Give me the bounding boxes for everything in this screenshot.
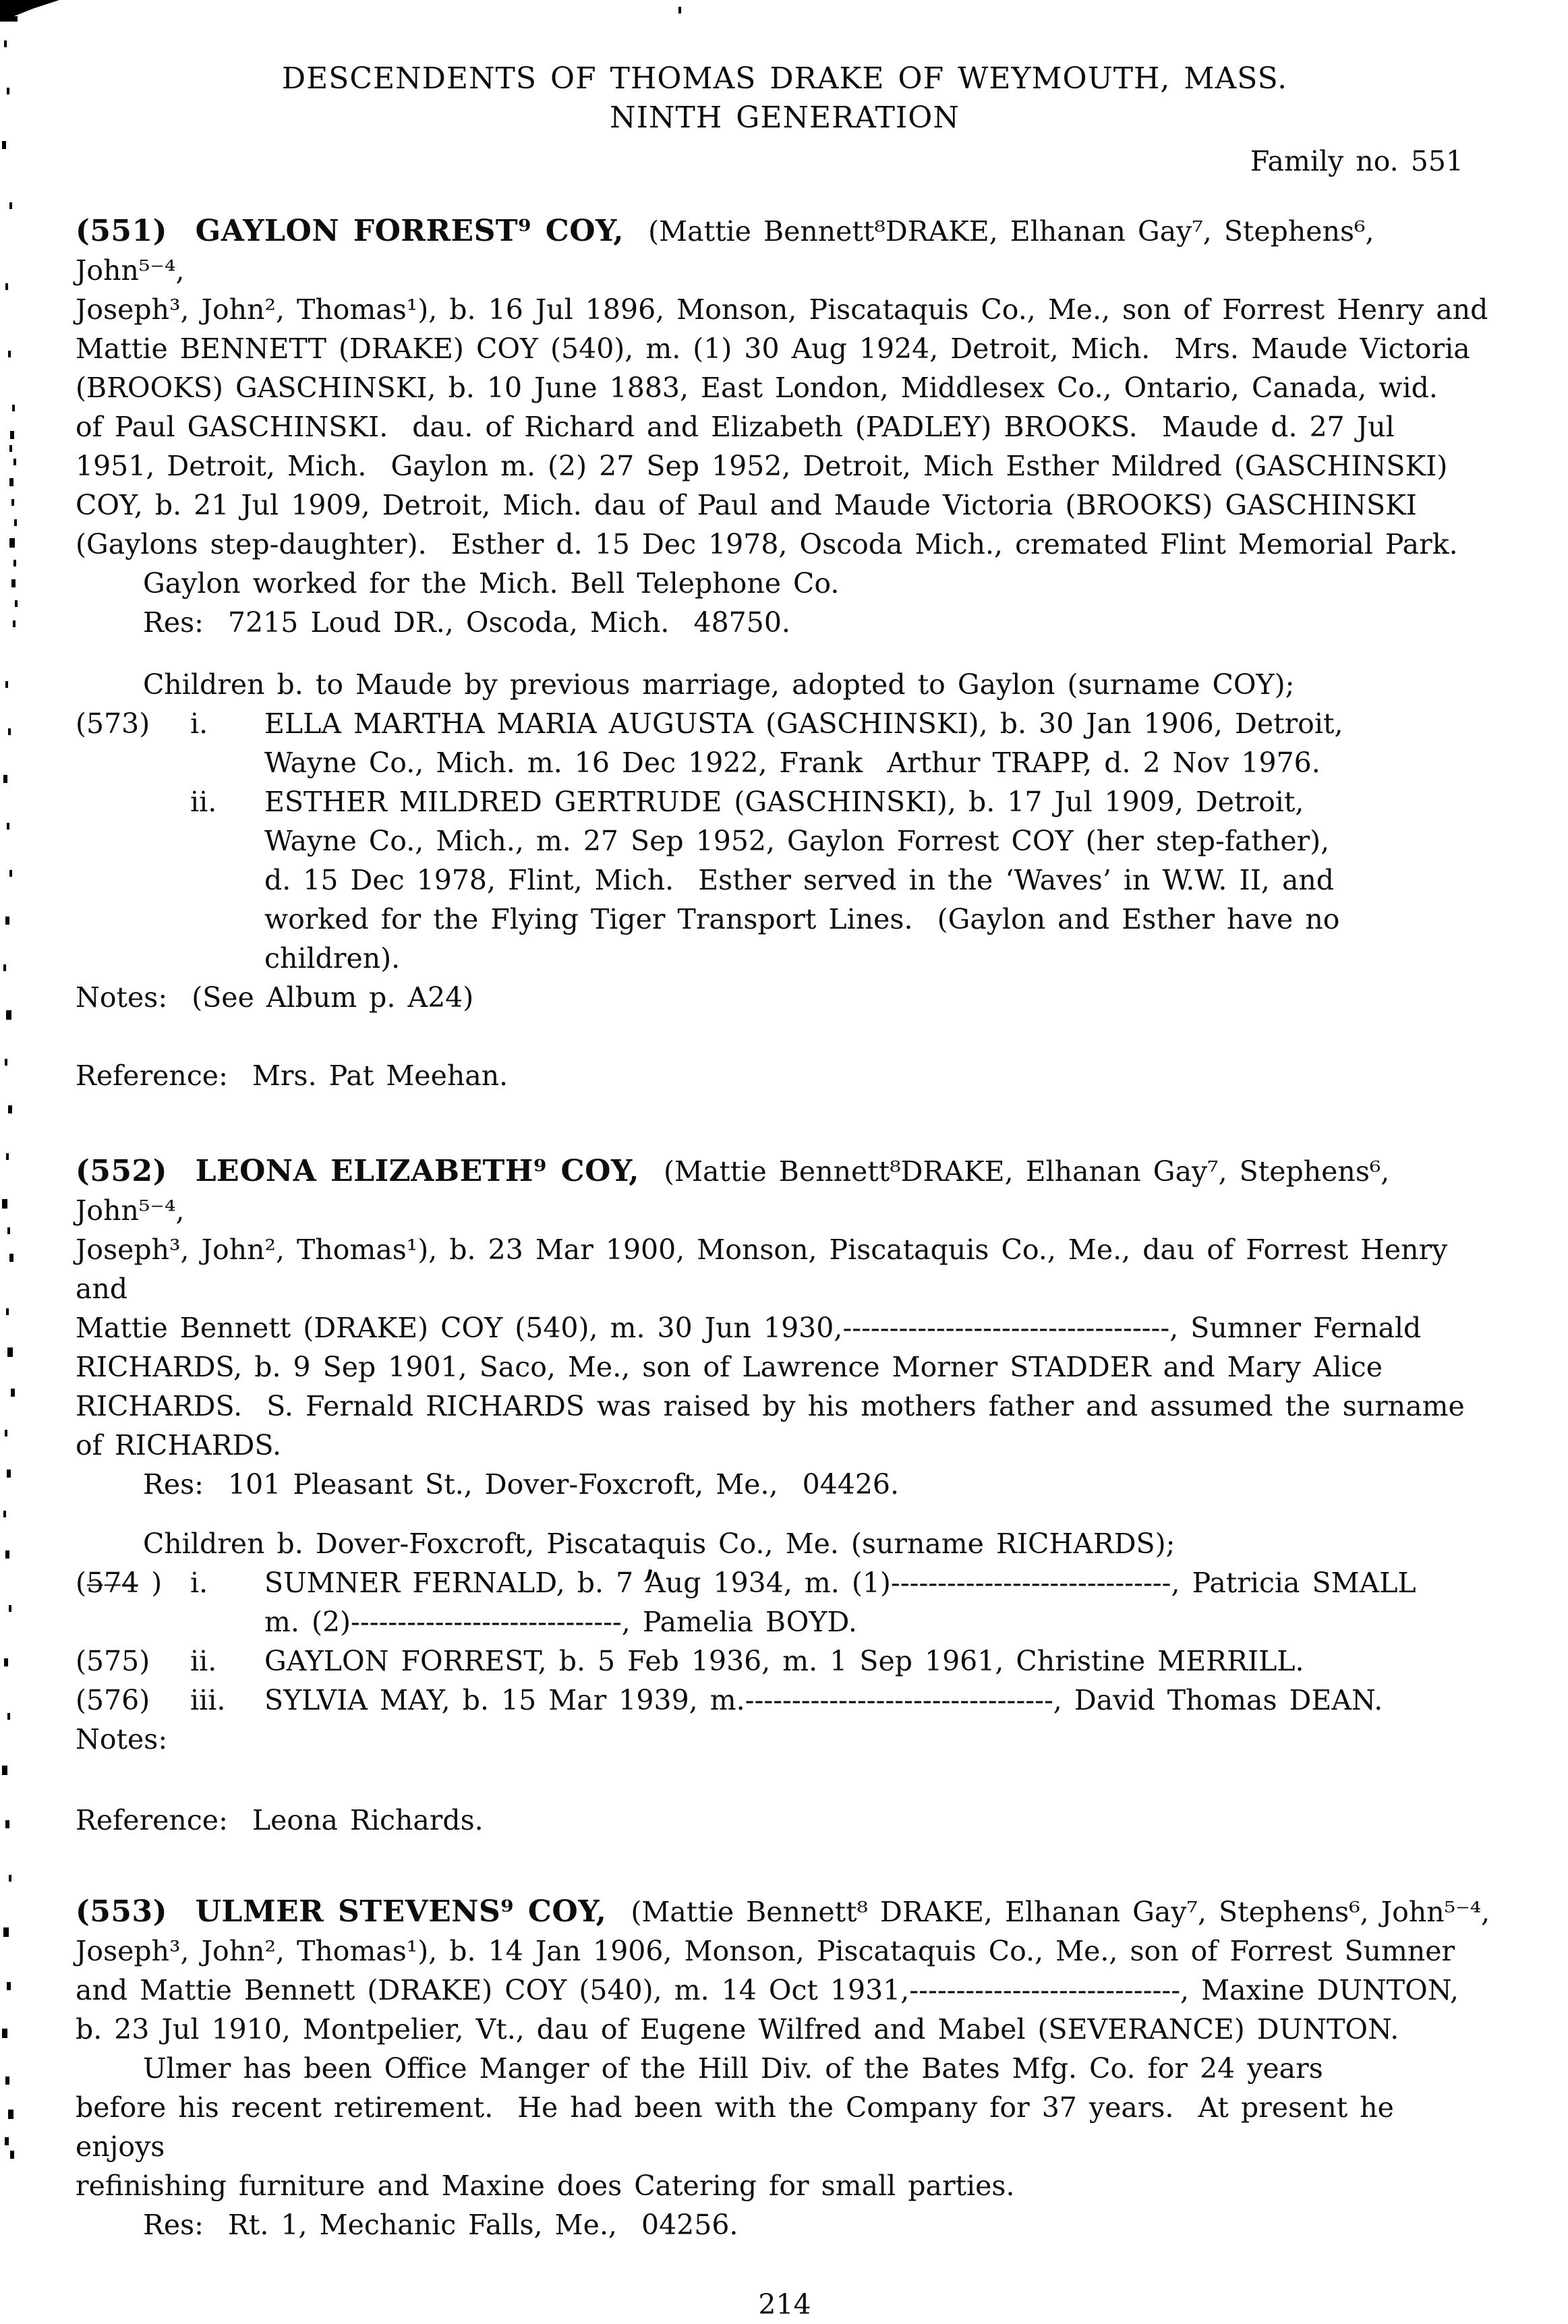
text-line [76, 525, 1494, 564]
text-line [76, 1971, 1494, 2010]
child-number [76, 861, 190, 900]
text-line [76, 1308, 1494, 1347]
notes-line: Notes: [76, 1723, 168, 1755]
child-number: (5̶7̶4̶ ) [76, 1567, 163, 1599]
child-ordinal [190, 939, 264, 978]
line-text: refinishing furniture and Maxine does Catering for small parties. [76, 2170, 1015, 2202]
text-line [76, 407, 1494, 446]
children-block [76, 665, 1494, 1017]
child-ordinal [190, 821, 264, 861]
child-row [76, 821, 1494, 861]
line-text: Mattie BENNETT (DRAKE) COY (540), m. (1) 30 Aug 1924, Detroit, Mich. Mrs. Maude Victoria [76, 332, 1470, 365]
reference-line: Reference: Leona Richards. [76, 1804, 484, 1836]
line-text: Mattie Bennett (DRAKE) COY (540), m. 30 Jun 1930,-----------------------------------, Sumner Fernald [76, 1312, 1422, 1344]
children-list [76, 1563, 1494, 1720]
child-number [76, 939, 190, 978]
child-text: m. (2)-----------------------------, Pamelia BOYD. [264, 1606, 857, 1638]
child-row [76, 939, 1494, 978]
text-line [143, 564, 1494, 603]
child-row [76, 1563, 1494, 1602]
child-number: (575) [76, 1645, 150, 1677]
child-row [76, 743, 1494, 782]
line-text: 1951, Detroit, Mich. Gaylon m. (2) 27 Sep 1952, Detroit, Mich Esther Mildred (GASCHINSKI) [76, 450, 1448, 482]
line-text: before his recent retirement. He had been with the Company for 37 years. At present he enjoys [76, 2091, 1406, 2163]
children-list [76, 704, 1494, 978]
child-text: d. 15 Dec 1978, Flint, Mich. Esther served in the ‘Waves’ in W.W. II, and [264, 864, 1335, 896]
child-ordinal [190, 900, 264, 939]
child-ordinal: i. [190, 707, 208, 740]
child-row [76, 1602, 1494, 1642]
text-line [76, 1152, 1494, 1230]
children-block [76, 1524, 1494, 1759]
child-row [76, 782, 1494, 821]
child-ordinal [190, 1602, 264, 1642]
line-text: (BROOKS) GASCHINSKI, b. 10 June 1883, East London, Middlesex Co., Ontario, Canada, wid. [76, 372, 1438, 404]
child-text: worked for the Flying Tiger Transport Lines. (Gaylon and Esther have no [264, 903, 1340, 935]
child-number [76, 743, 190, 782]
entry-heading: (553) ULMER STEVENS⁹ COY, [76, 1894, 607, 1929]
text-line [143, 1465, 1494, 1504]
text-line [76, 1347, 1494, 1387]
notes-line: Notes: (See Album p. A24) [76, 981, 474, 1014]
child-number: (576) [76, 1684, 150, 1716]
family-entry-551 [76, 212, 1494, 1095]
line-text: and Mattie Bennett (DRAKE) COY (540), m. 14 Oct 1931,-----------------------------, Maxine DUNTON, [76, 1974, 1459, 2006]
child-text: ESTHER MILDRED GERTRUDE (GASCHINSKI), b. 17 Jul 1909, Detroit, [264, 786, 1304, 818]
children-intro: Children b. to Maude by previous marriage, adopted to Gaylon (surname COY); [143, 668, 1295, 701]
line-text: Ulmer has been Office Manger of the Hill Div. of the Bates Mfg. Co. for 24 years [143, 2052, 1323, 2085]
entry-paragraph [76, 1892, 1494, 2244]
line-text: RICHARDS. S. Fernald RICHARDS was raised by his mothers father and assumed the surname [76, 1390, 1465, 1422]
line-text: of RICHARDS. [76, 1429, 282, 1461]
text-line [143, 2205, 1494, 2244]
text-line [76, 329, 1494, 368]
reference-line: Reference: Mrs. Pat Meehan. [76, 1059, 509, 1092]
family-entry-552 [76, 1152, 1494, 1840]
child-text: children). [264, 942, 401, 975]
line-text: (Mattie Bennett⁸DRAKE, Elhanan Gay⁷, Stephens⁶, John⁵⁻⁴, [76, 215, 1387, 287]
child-text: ELLA MARTHA MARIA AUGUSTA (GASCHINSKI), b. 30 Jan 1906, Detroit, [264, 707, 1343, 740]
line-text: Joseph³, John², Thomas¹), b. 23 Mar 1900, Monson, Piscataquis Co., Me., dau of Forrest Henry and [76, 1233, 1460, 1305]
children-intro: Children b. Dover-Foxcroft, Piscataquis Co., Me. (surname RICHARDS); [143, 1528, 1175, 1560]
child-row [76, 861, 1494, 900]
line-text: RICHARDS, b. 9 Sep 1901, Saco, Me., son of Lawrence Morner STADDER and Mary Alice [76, 1351, 1383, 1383]
child-number [76, 821, 190, 861]
child-text: Wayne Co., Mich., m. 27 Sep 1952, Gaylon Forrest COY (her step-father), [264, 825, 1330, 857]
line-text: COY, b. 21 Jul 1909, Detroit, Mich. dau of Paul and Maude Victoria (BROOKS) GASCHINSKI [76, 489, 1417, 521]
text-line [76, 2088, 1494, 2166]
child-text: Wayne Co., Mich. m. 16 Dec 1922, Frank Arthur TRAPP, d. 2 Nov 1976. [264, 747, 1320, 779]
line-text: Res: 101 Pleasant St., Dover-Foxcroft, Me., 04426. [143, 1468, 900, 1501]
line-text: (Mattie Bennett⁸ DRAKE, Elhanan Gay⁷, Stephens⁶, John⁵⁻⁴, [606, 1896, 1490, 1928]
child-row [76, 900, 1494, 939]
entry-heading: (551) GAYLON FORREST⁹ COY, [76, 214, 625, 248]
text-line [76, 486, 1494, 525]
child-number [76, 900, 190, 939]
child-number [76, 782, 190, 821]
text-line [76, 1892, 1494, 1931]
text-line [143, 2049, 1494, 2088]
line-text: b. 23 Jul 1910, Montpelier, Vt., dau of Eugene Wilfred and Mabel (SEVERANCE) DUNTON. [76, 2013, 1399, 2045]
child-text: SYLVIA MAY, b. 15 Mar 1939, m.---------------------------------, David Thomas DEAN. [264, 1684, 1383, 1716]
entry-paragraph [76, 1152, 1494, 1504]
text-line [76, 2166, 1494, 2205]
text-line [76, 368, 1494, 407]
text-line [76, 446, 1494, 486]
child-ordinal: i. [190, 1567, 208, 1599]
text-line [143, 603, 1494, 642]
child-number: (573) [76, 707, 150, 740]
text-line [76, 1426, 1494, 1465]
line-text: of Paul GASCHINSKI. dau. of Richard and Elizabeth (PADLEY) BROOKS. Maude d. 27 Jul [76, 411, 1395, 443]
line-text: Joseph³, John², Thomas¹), b. 14 Jan 1906, Monson, Piscataquis Co., Me., son of Forrest Sumner [76, 1935, 1455, 1967]
text-line [76, 290, 1494, 329]
child-row [76, 1681, 1494, 1720]
line-text: Res: Rt. 1, Mechanic Falls, Me., 04256. [143, 2209, 738, 2241]
child-ordinal [190, 861, 264, 900]
text-line [76, 2010, 1494, 2049]
generation-subtitle: NINTH GENERATION [610, 100, 960, 135]
child-number [76, 1602, 190, 1642]
line-text: Joseph³, John², Thomas¹), b. 16 Jul 1896, Monson, Piscataquis Co., Me., son of Forrest Henry and [76, 293, 1488, 326]
child-ordinal: ii. [190, 786, 217, 818]
line-text: Res: 7215 Loud DR., Oscoda, Mich. 48750. [143, 606, 790, 639]
child-ordinal: iii. [190, 1684, 226, 1716]
child-text: GAYLON FORREST, b. 5 Feb 1936, m. 1 Sep 1961, Christine MERRILL. [264, 1645, 1304, 1677]
child-ordinal: ii. [190, 1645, 217, 1677]
line-text: (Gaylons step-daughter). Esther d. 15 Dec 1978, Oscoda Mich., cremated Flint Memorial Park. [76, 528, 1458, 560]
text-line [76, 1230, 1494, 1308]
line-text: (Mattie Bennett⁸DRAKE, Elhanan Gay⁷, Stephens⁶, John⁵⁻⁴, [76, 1155, 1402, 1227]
child-row [76, 1642, 1494, 1681]
child-text: SUMNER FERNALD, b. 7 Aug 1934, m. (1)------------------------------, Patricia SMALL [264, 1567, 1416, 1599]
text-line [76, 212, 1494, 290]
child-row [76, 704, 1494, 743]
entry-heading: (552) LEONA ELIZABETH⁹ COY, [76, 1154, 639, 1188]
line-text: Gaylon worked for the Mich. Bell Telephone Co. [143, 567, 840, 600]
family-entry-553 [76, 1892, 1494, 2244]
entry-paragraph [76, 212, 1494, 642]
page-title: DESCENDENTS OF THOMAS DRAKE OF WEYMOUTH, MASS. [281, 61, 1288, 96]
page-number: 214 [758, 2288, 811, 2321]
child-ordinal [190, 743, 264, 782]
family-number: Family no. 551 [1250, 145, 1463, 177]
text-line [76, 1387, 1494, 1426]
text-line [76, 1931, 1494, 1971]
